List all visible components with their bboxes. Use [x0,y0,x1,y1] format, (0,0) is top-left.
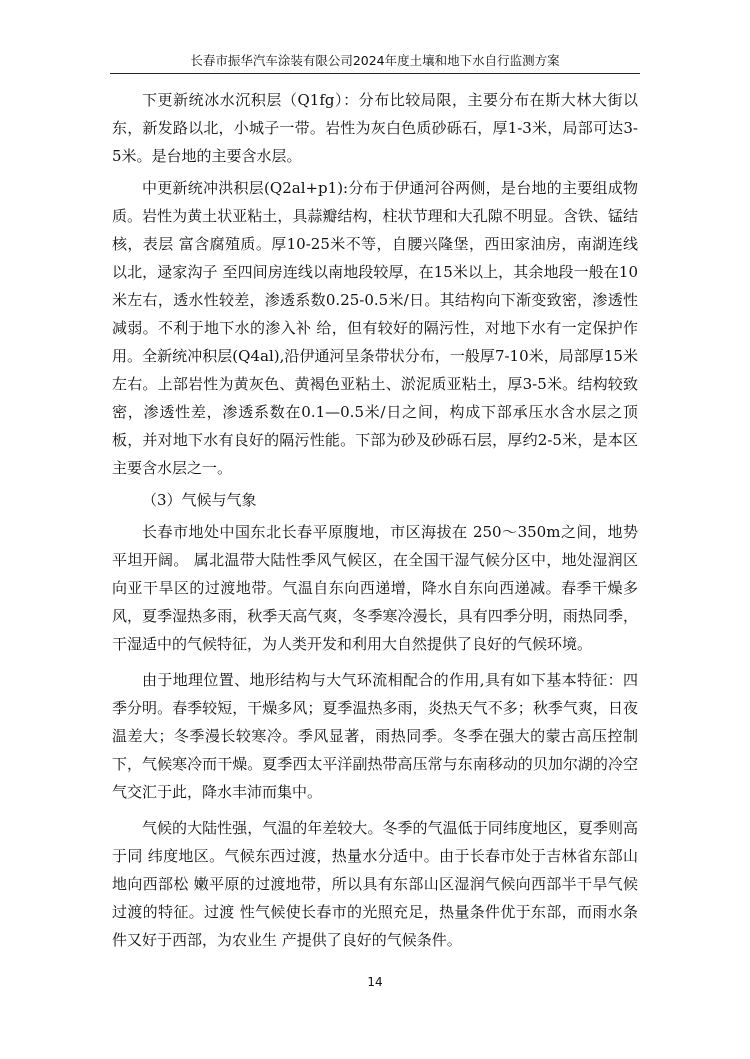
document-header: 长春市振华汽车涂装有限公司2024年度土壤和地下水自行监测方案 [190,53,560,68]
paragraph-lower-pleistocene: 下更新统冰水沉积层（Q1fg）：分布比较局限，主要分布在斯大林大街以东，新发路以北，小城子一带。岩性为灰白色质砂砾石，厚1-3米，局部可达3-5米。是台地的主要含水层。 [112,91,638,165]
page-number: 14 [367,975,383,989]
paragraph-continental-climate: 气候的大陆性强，气温的年差较大。冬季的气温低于同纬度地区，夏季则高于同 纬度地区。气候东西过渡，热量水分适中。由于长春市处于吉林省东部山地向西部松 嫩平原的过渡地带，所以具有东部山区湿润气候向西部半干旱气候过渡的特征。过渡 性气候使长春市的光照充足，热量条件优于东部，而雨水条件又好于西部，为农业生 产提供了良好的气候条件。 [112,819,638,949]
header-rule [110,73,640,74]
document-body [112,86,638,954]
paragraph-climate-features: 由于地理位置、地形结构与大气环流相配合的作用,具有如下基本特征：四季分明。春季较短，干燥多风；夏季温热多雨，炎热天气不多；秋季气爽，日夜温差大；冬季漫长较寒冷。季风显著，雨热同季。冬季在强大的蒙古高压控制下，气候寒冷而干燥。夏季西太平洋副热带高压常与东南移动的贝加尔湖的冷空气交汇于此，降水丰沛而集中。 [112,671,638,801]
section-heading-climate: （3）气候与气象 [142,491,257,509]
paragraph-middle-pleistocene: 中更新统冲洪积层(Q2al+p1):分布于伊通河谷两侧，是台地的主要组成物质。岩性为黄土状亚粘土，具蒜瓣结构，柱状节理和大孔隙不明显。含铁、锰结核，表层 富含腐殖质。厚10-25米不等，自腰兴隆堡，西田家油房，南湖连线以北，逯家沟子 至四间房连线以南地段较厚，在15米以上，其余地段一般在10米左右，透水性较差，渗透系数0.25-0.5米/日。其结构向下渐变致密，渗透性减弱。不利于地下水的渗入补 给，但有较好的隔污性，对地下水有一定保护作用。全新统冲积层(Q4al),沿伊通河呈条带状分布，一般厚7-10米，局部厚15米左右。上部岩性为黄灰色、黄褐色亚粘土、淤泥质亚粘土，厚3-5米。结构较致密，渗透性差，渗透系数在0.1—0.5米/日之间，构成下部承压水含水层之顶板，并对地下水有良好的隔污性能。下部为砂及砂砾石层，厚约2-5米，是本区主要含水层之一。 [112,179,638,477]
paragraph-climate-overview: 长春市地处中国东北长春平原腹地，市区海拔在 250～350m之间，地势平坦开阔。 属北温带大陆性季风气候区，在全国干湿气候分区中，地处湿润区向亚干旱区的过渡地带。气温自东向西递增，降水自东向西递减。春季干燥多风，夏季湿热多雨，秋季天高气爽，冬季寒冷漫长，具有四季分明，雨热同季，干湿适中的气候特征，为人类开发和利用大自然提供了良好的气候环境。 [112,523,638,653]
